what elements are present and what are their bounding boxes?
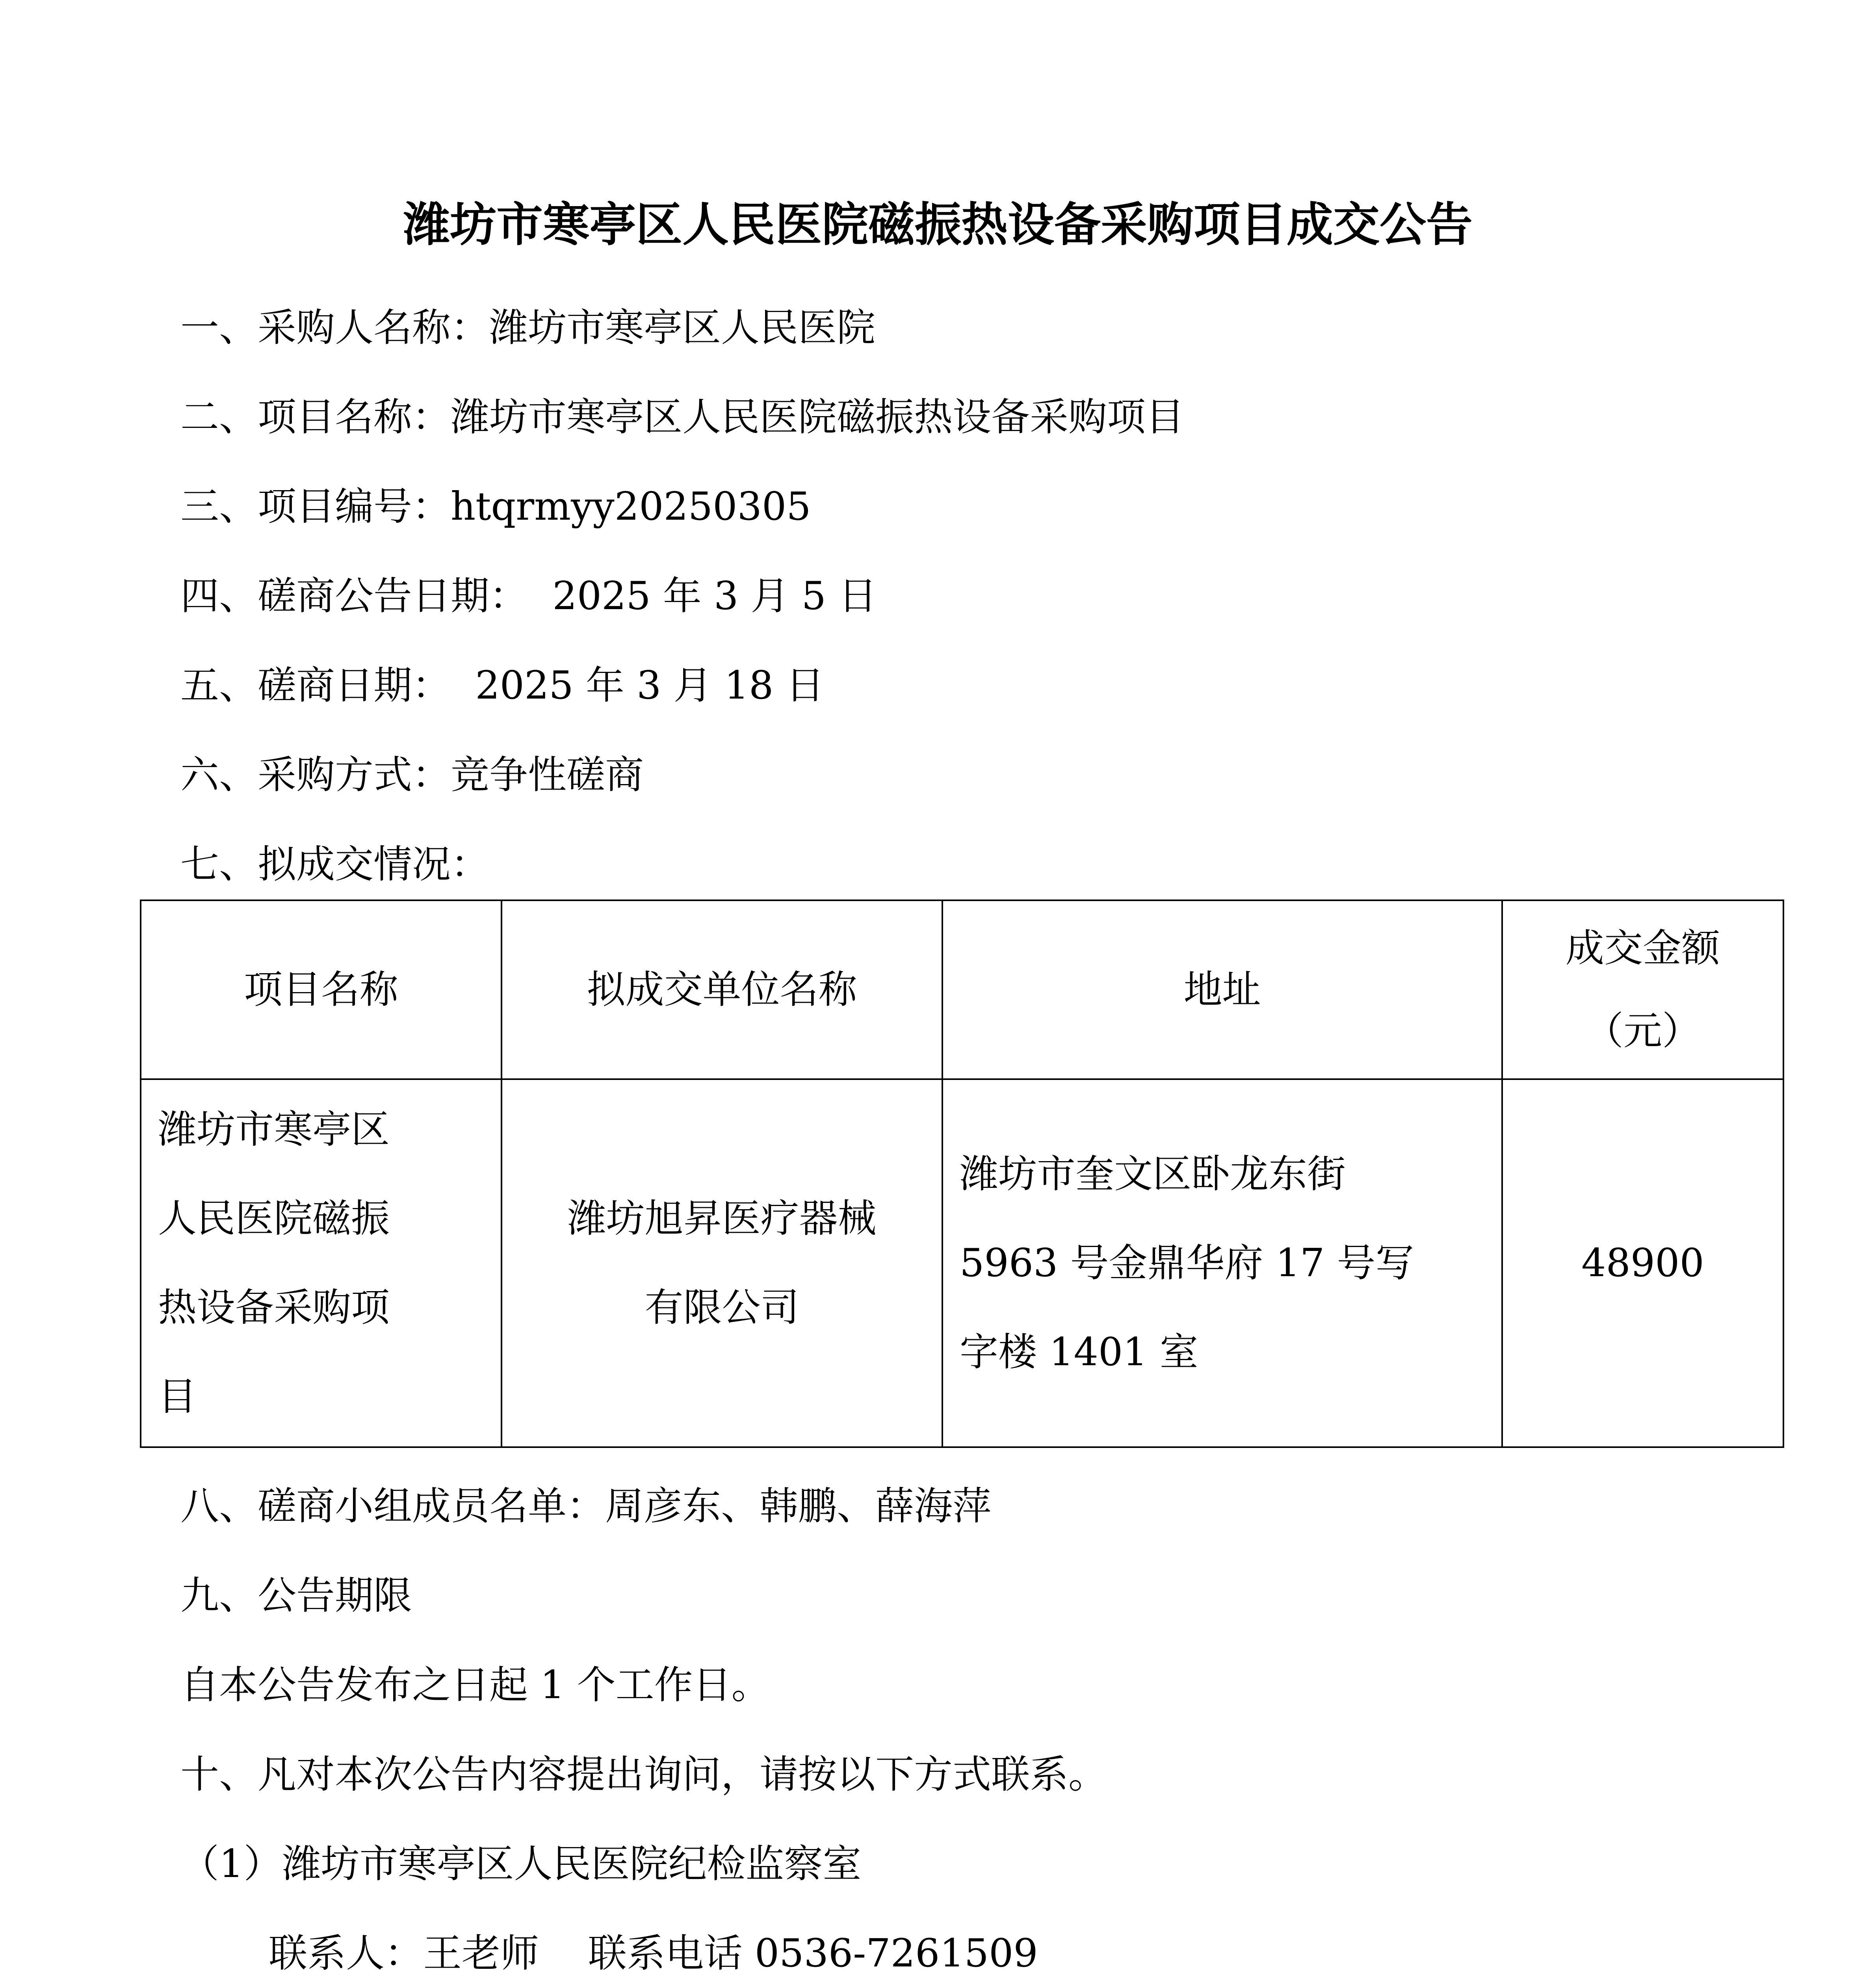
cell-project-name-line2: 人民医院磁振 — [158, 1196, 390, 1241]
table-header-row — [141, 900, 1783, 1079]
header-amount — [1502, 900, 1783, 1079]
header-address: 地址 — [942, 900, 1502, 1079]
cell-address — [942, 1079, 1502, 1447]
deal-heading: 七、拟成交情况： — [180, 842, 490, 887]
contact1-org: （1）潍坊市寒亭区人民医院纪检监察室 — [180, 1842, 862, 1886]
header-amount-line2: （元） — [1584, 1009, 1701, 1054]
cell-supplier-line1: 潍坊旭昇医疗器械 — [567, 1196, 877, 1241]
consult-date-line: 五、磋商日期： 2025 年 3 月 18 日 — [180, 663, 825, 708]
header-amount-line1: 成交金额 — [1565, 926, 1720, 971]
cell-supplier-line2: 有限公司 — [645, 1285, 799, 1330]
header-supplier: 拟成交单位名称 — [502, 900, 942, 1079]
deal-table — [140, 900, 1784, 1448]
project-name-line: 二、项目名称：潍坊市寒亭区人民医院磁振热设备采购项目 — [180, 395, 1185, 440]
header-project-name: 项目名称 — [141, 900, 502, 1079]
cell-amount: 48900 — [1502, 1079, 1783, 1447]
cell-project-name-line4: 目 — [158, 1374, 197, 1419]
cell-address-line3: 字楼 1401 室 — [960, 1330, 1198, 1375]
page-title: 潍坊市寒亭区人民医院磁振热设备采购项目成交公告 — [403, 197, 1473, 252]
cell-supplier — [502, 1079, 942, 1447]
project-number-line: 三、项目编号：htqrmyy20250305 — [180, 484, 811, 529]
method-line: 六、采购方式：竞争性磋商 — [180, 753, 644, 797]
cell-project-name — [141, 1079, 502, 1447]
contact-heading: 十、凡对本次公告内容提出询问，请按以下方式联系。 — [180, 1752, 1107, 1797]
period-heading: 九、公告期限 — [180, 1573, 412, 1618]
panel-members-line: 八、磋商小组成员名单：周彦东、韩鹏、薛海萍 — [180, 1484, 992, 1529]
table-row — [141, 1079, 1783, 1447]
contact1-detail: 联系人：王老师 联系电话 0536-7261509 — [269, 1931, 1038, 1970]
announce-date-line: 四、磋商公告日期： 2025 年 3 月 5 日 — [180, 574, 877, 619]
cell-project-name-line3: 热设备采购项 — [158, 1285, 390, 1330]
cell-project-name-line1: 潍坊市寒亭区 — [158, 1107, 390, 1152]
cell-address-line1: 潍坊市奎文区卧龙东街 — [960, 1152, 1346, 1197]
period-text: 自本公告发布之日起 1 个工作日。 — [180, 1663, 770, 1708]
cell-address-line2: 5963 号金鼎华府 17 号写 — [960, 1241, 1414, 1286]
purchaser-line: 一、采购人名称：潍坊市寒亭区人民医院 — [180, 305, 876, 350]
